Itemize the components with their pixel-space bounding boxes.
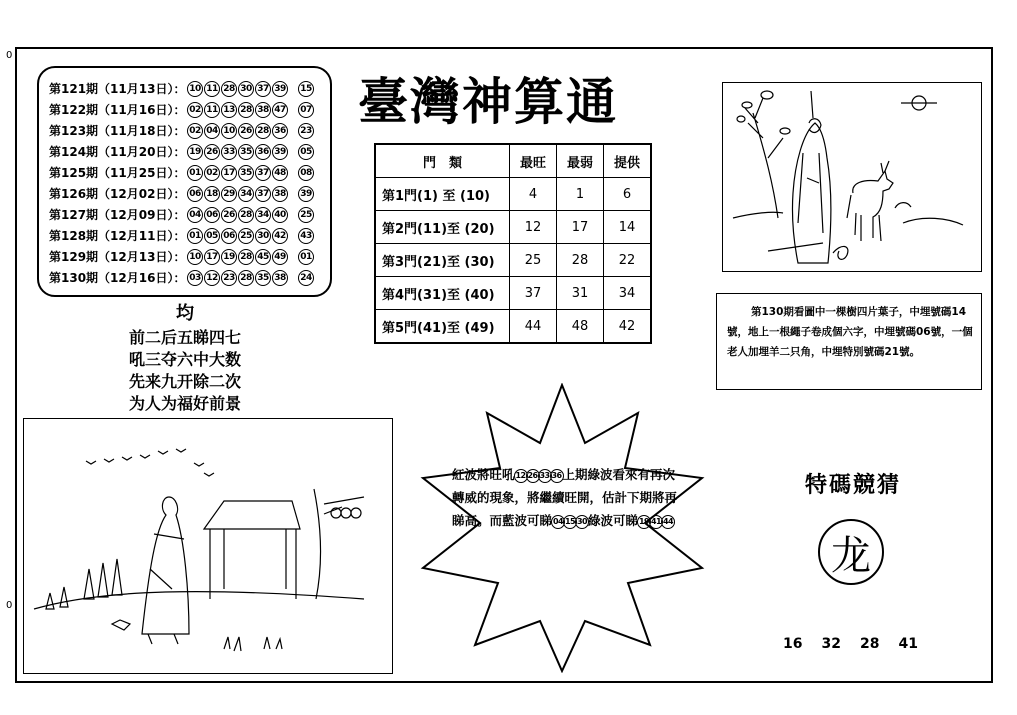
number-ball: 48 — [272, 165, 288, 181]
draw-period: 第121期（11月13日）： — [49, 82, 186, 96]
number-ball: 04 — [551, 515, 565, 529]
hot-number: 4 — [510, 178, 557, 211]
cold-number: 48 — [557, 310, 604, 344]
draw-row — [49, 162, 330, 183]
draw-numbers — [187, 81, 288, 97]
number-ball: 13 — [221, 102, 237, 118]
number-ball: 04 — [204, 123, 220, 139]
starburst-sentence: 綠波可睇 — [588, 513, 639, 528]
woman-hut-drawing — [24, 419, 392, 673]
hot-number: 25 — [510, 244, 557, 277]
number-ball: 35 — [238, 165, 254, 181]
draw-row — [49, 99, 330, 120]
old-man-goat-drawing — [723, 83, 981, 271]
cold-number: 31 — [557, 277, 604, 310]
number-ball: 12 — [514, 469, 528, 483]
draw-row — [49, 78, 330, 99]
number-ball: 10 — [187, 81, 203, 97]
special-ball: 43 — [298, 228, 314, 244]
number-ball: 26 — [526, 469, 540, 483]
poem — [110, 303, 260, 415]
number-ball: 12 — [204, 270, 220, 286]
number-ball: 05 — [204, 228, 220, 244]
number-ball: 49 — [272, 249, 288, 265]
draw-numbers — [187, 102, 288, 118]
number-ball: 06 — [221, 228, 237, 244]
draw-row — [49, 246, 330, 267]
notice-text: 第130期看圖中一棵樹四片葉子，中埋號碼14號，地上一根繩子卷成個六字，中埋號碼06號，一個老人加埋羊二只角，中埋特別號碼21號。 — [716, 293, 982, 390]
number-ball: 33 — [221, 144, 237, 160]
special-ball: 25 — [298, 207, 314, 223]
number-ball: 30 — [238, 81, 254, 97]
draw-period: 第127期（12月09日）： — [49, 208, 186, 222]
number-ball: 37 — [255, 81, 271, 97]
table-row — [375, 178, 651, 211]
door-range: 第1門(1) 至 (10) — [375, 178, 510, 211]
draw-history-panel — [37, 66, 332, 297]
number-ball: 02 — [187, 102, 203, 118]
number-ball: 37 — [255, 186, 271, 202]
page-title: 臺灣神算通 — [358, 72, 618, 131]
table-row — [375, 277, 651, 310]
poem-head: 均 — [176, 303, 194, 324]
number-ball: 38 — [255, 102, 271, 118]
number-ball: 28 — [238, 270, 254, 286]
offer-number: 22 — [604, 244, 652, 277]
number-ball: 28 — [238, 207, 254, 223]
special-ball: 07 — [298, 102, 314, 118]
guess-number: 16 — [783, 636, 803, 652]
draw-numbers — [187, 270, 288, 286]
door-range: 第2門(11)至 (20) — [375, 211, 510, 244]
special-ball: 15 — [298, 81, 314, 97]
number-ball: 34 — [238, 186, 254, 202]
number-ball: 35 — [255, 270, 271, 286]
offer-number: 6 — [604, 178, 652, 211]
number-ball: 39 — [272, 81, 288, 97]
number-ball: 06 — [187, 186, 203, 202]
number-ball: 11 — [204, 81, 220, 97]
number-ball: 02 — [187, 123, 203, 139]
starburst-sentence: 紅波將旺吼 — [452, 467, 515, 482]
draw-row — [49, 204, 330, 225]
door-range: 第3門(21)至 (30) — [375, 244, 510, 277]
number-ball: 28 — [238, 249, 254, 265]
draw-numbers — [187, 207, 288, 223]
draw-numbers — [187, 165, 288, 181]
offer-number: 34 — [604, 277, 652, 310]
illustration-woman-hut — [23, 418, 393, 674]
special-ball: 05 — [298, 144, 314, 160]
draw-period: 第124期（11月20日）： — [49, 145, 186, 159]
door-range: 第4門(31)至 (40) — [375, 277, 510, 310]
number-ball: 45 — [255, 249, 271, 265]
number-ball: 40 — [272, 207, 288, 223]
cold-number: 1 — [557, 178, 604, 211]
door-range: 第5門(41)至 (49) — [375, 310, 510, 344]
special-ball: 24 — [298, 270, 314, 286]
number-ball: 26 — [238, 123, 254, 139]
number-ball: 44 — [661, 515, 675, 529]
number-ball: 36 — [272, 123, 288, 139]
number-ball: 10 — [221, 123, 237, 139]
special-guess-zodiac: 龙 — [818, 519, 884, 585]
table-row — [375, 310, 651, 344]
number-ball: 37 — [255, 165, 271, 181]
number-ball: 04 — [187, 207, 203, 223]
stats-table — [374, 143, 652, 344]
number-ball: 38 — [272, 270, 288, 286]
header-offer: 提供 — [604, 144, 652, 178]
guess-numbers — [783, 636, 918, 652]
hot-number: 37 — [510, 277, 557, 310]
draw-row — [49, 120, 330, 141]
offer-number: 14 — [604, 211, 652, 244]
offer-number: 42 — [604, 310, 652, 344]
draw-period: 第128期（12月11日）： — [49, 229, 186, 243]
header-cold: 最弱 — [557, 144, 604, 178]
draw-period: 第122期（11月16日）： — [49, 103, 186, 117]
number-ball: 01 — [187, 165, 203, 181]
margin-mark: 0 — [6, 600, 13, 611]
header-category: 門 類 — [375, 144, 510, 178]
number-ball: 28 — [221, 81, 237, 97]
guess-number: 28 — [859, 636, 880, 652]
draw-numbers — [187, 186, 288, 202]
number-ball: 38 — [272, 186, 288, 202]
number-ball: 03 — [187, 270, 203, 286]
draw-numbers — [187, 228, 288, 244]
draw-numbers — [187, 249, 288, 265]
number-ball: 28 — [238, 102, 254, 118]
number-ball: 30 — [255, 228, 271, 244]
draw-numbers — [187, 144, 288, 160]
draw-row — [49, 267, 330, 288]
illustration-old-man-goat — [722, 82, 982, 272]
number-ball: 26 — [204, 144, 220, 160]
number-ball: 19 — [221, 249, 237, 265]
number-ball: 06 — [204, 207, 220, 223]
special-ball: 01 — [298, 249, 314, 265]
number-ball: 18 — [204, 186, 220, 202]
number-ball: 30 — [575, 515, 589, 529]
poem-line: 为人为福好前景 — [128, 394, 241, 413]
special-ball: 08 — [298, 165, 314, 181]
number-ball: 26 — [221, 207, 237, 223]
margin-mark: 0 — [6, 50, 13, 61]
number-ball: 19 — [637, 515, 651, 529]
draw-row — [49, 225, 330, 246]
number-ball: 47 — [272, 102, 288, 118]
guess-number: 41 — [898, 636, 918, 652]
number-ball: 39 — [272, 144, 288, 160]
starburst-sentence: 上期綠波看來有再次轉威的現象，將繼續旺開，估計下期將再睇高。而藍波可睇 — [452, 467, 678, 528]
number-ball: 36 — [550, 469, 564, 483]
draw-period: 第126期（12月02日）： — [49, 187, 186, 201]
draw-period: 第129期（12月13日）： — [49, 250, 186, 264]
special-ball: 23 — [298, 123, 314, 139]
number-ball: 34 — [255, 207, 271, 223]
poem-line: 吼三夺六中大数 — [128, 350, 241, 369]
table-row — [375, 244, 651, 277]
header-hot: 最旺 — [510, 144, 557, 178]
number-ball: 01 — [187, 228, 203, 244]
number-ball: 33 — [538, 469, 552, 483]
special-guess-title: 特碼競猜 — [805, 473, 902, 498]
draw-period: 第125期（11月25日）： — [49, 166, 186, 180]
number-ball: 17 — [204, 249, 220, 265]
draw-period: 第123期（11月18日）： — [49, 124, 186, 138]
number-ball: 28 — [255, 123, 271, 139]
hot-number: 12 — [510, 211, 557, 244]
cold-number: 28 — [557, 244, 604, 277]
table-row — [375, 211, 651, 244]
cold-number: 17 — [557, 211, 604, 244]
number-ball: 02 — [204, 165, 220, 181]
number-ball: 29 — [221, 186, 237, 202]
number-ball: 25 — [238, 228, 254, 244]
number-ball: 42 — [272, 228, 288, 244]
guess-number: 32 — [821, 636, 841, 652]
number-ball: 11 — [204, 102, 220, 118]
poem-line: 前二后五睇四七 — [128, 328, 241, 347]
number-ball: 15 — [563, 515, 577, 529]
number-ball: 10 — [187, 249, 203, 265]
hot-number: 44 — [510, 310, 557, 344]
special-ball: 39 — [298, 186, 314, 202]
number-ball: 41 — [649, 515, 663, 529]
draw-row — [49, 183, 330, 204]
number-ball: 36 — [255, 144, 271, 160]
number-ball: 35 — [238, 144, 254, 160]
draw-numbers — [187, 123, 288, 139]
draw-period: 第130期（12月16日）： — [49, 271, 186, 285]
poem-line: 先来九开除二次 — [128, 372, 241, 391]
number-ball: 23 — [221, 270, 237, 286]
number-ball: 19 — [187, 144, 203, 160]
draw-row — [49, 141, 330, 162]
table-header-row — [375, 144, 651, 178]
starburst-text — [452, 463, 684, 532]
number-ball: 17 — [221, 165, 237, 181]
